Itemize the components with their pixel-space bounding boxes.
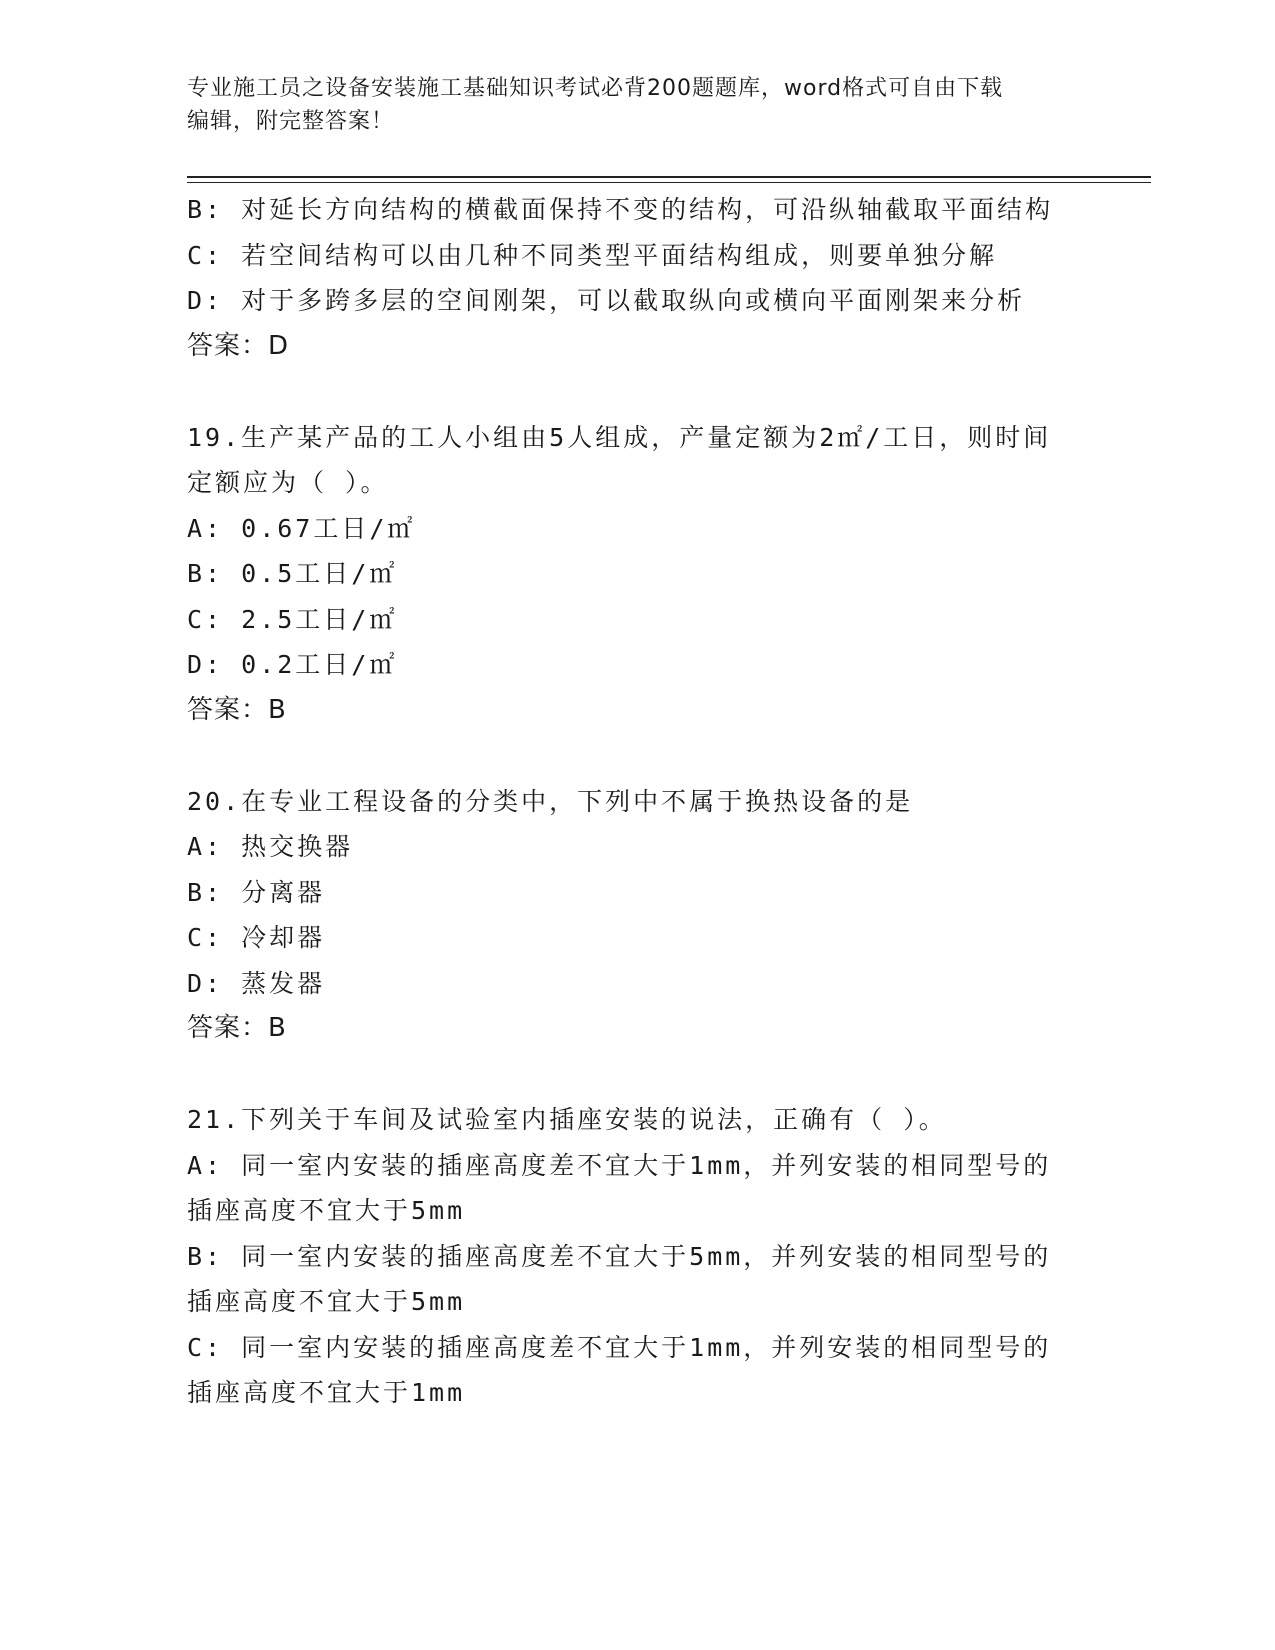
header-divider-thin bbox=[187, 182, 1151, 183]
question-stem-line-1: 19.生产某产品的工人小组由5人组成，产量定额为2㎡/工日，则时间 bbox=[187, 422, 1052, 452]
option-a: A: 0.67工日/㎡ bbox=[187, 513, 416, 543]
option-d: D: 蒸发器 bbox=[187, 968, 326, 998]
question-list bbox=[187, 187, 1087, 1416]
header-divider-thick bbox=[187, 176, 1151, 178]
answer: 答案：B bbox=[187, 694, 287, 725]
option-b: B: 分离器 bbox=[187, 877, 326, 907]
option-b: B: 0.5工日/㎡ bbox=[187, 559, 398, 588]
answer: 答案：D bbox=[187, 330, 290, 361]
option-b-line-2: 插座高度不宜大于5mm bbox=[187, 1287, 466, 1316]
question-19 bbox=[187, 415, 1087, 734]
option-c: C: 若空间结构可以由几种不同类型平面结构组成，则要单独分解 bbox=[187, 240, 998, 270]
option-c-line-1: C: 同一室内安装的插座高度差不宜大于1mm，并列安装的相同型号的 bbox=[187, 1332, 1052, 1362]
option-b: B: 对延长方向结构的横截面保持不变的结构，可沿纵轴截取平面结构 bbox=[187, 195, 1054, 224]
question-stem: 20.在专业工程设备的分类中，下列中不属于换热设备的是 bbox=[187, 786, 914, 816]
header-title-line-1: 专业施工员之设备安装施工基础知识考试必背200题题库，word格式可自由下载 bbox=[187, 76, 1004, 101]
option-c-line-2: 插座高度不宜大于1mm bbox=[187, 1378, 466, 1407]
document-header bbox=[187, 72, 1067, 138]
option-d: D: 0.2工日/㎡ bbox=[187, 650, 398, 679]
answer: 答案：B bbox=[187, 1013, 287, 1043]
question-stem: 21.下列关于车间及试验室内插座安装的说法，正确有（ ）。 bbox=[187, 1105, 947, 1134]
option-d: D: 对于多跨多层的空间刚架，可以截取纵向或横向平面刚架来分析 bbox=[187, 286, 1026, 315]
question-stem-line-2: 定额应为（ ）。 bbox=[187, 468, 389, 497]
header-title-line-2: 编辑，附完整答案！ bbox=[187, 109, 395, 134]
question-21 bbox=[187, 1097, 1087, 1416]
option-a: A: 热交换器 bbox=[187, 832, 354, 861]
spacer bbox=[187, 369, 1087, 415]
spacer bbox=[187, 733, 1087, 779]
option-c: C: 2.5工日/㎡ bbox=[187, 604, 398, 634]
question-18 bbox=[187, 187, 1087, 369]
option-b-line-1: B: 同一室内安装的插座高度差不宜大于5mm，并列安装的相同型号的 bbox=[187, 1241, 1052, 1271]
spacer bbox=[187, 1052, 1087, 1098]
question-20 bbox=[187, 779, 1087, 1052]
option-c: C: 冷却器 bbox=[187, 923, 326, 952]
option-a-line-2: 插座高度不宜大于5mm bbox=[187, 1196, 466, 1225]
option-a-line-1: A: 同一室内安装的插座高度差不宜大于1mm，并列安装的相同型号的 bbox=[187, 1150, 1052, 1180]
